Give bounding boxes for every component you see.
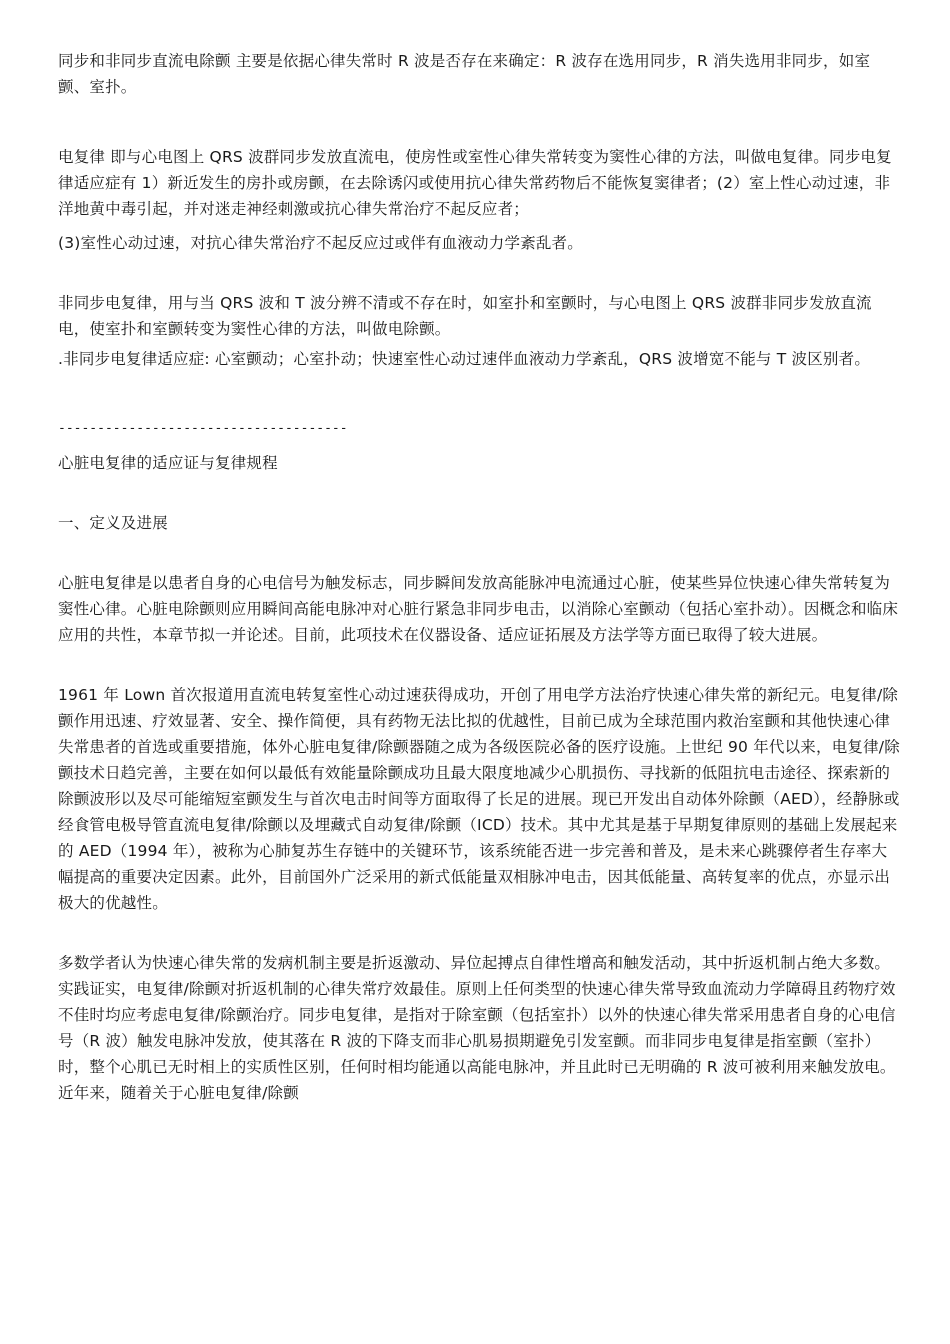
- paragraph-async-cardioversion: 非同步电复律，用与当 QRS 波和 T 波分辨不清或不存在时，如室扑和室颤时，与心电图上 QRS 波群非同步发放直流电，使室扑和室颤转变为窦性心律的方法，叫做电除颤。: [58, 294, 872, 338]
- paragraph-vt-indication: (3)室性心动过速，对抗心律失常治疗不起反应过或伴有血液动力学紊乱者。: [58, 234, 583, 252]
- section-heading-definition: 一、定义及进展: [58, 514, 168, 532]
- paragraph-sync-defib: 同步和非同步直流电除颤 主要是依据心律失常时 R 波是否存在来确定：R 波存在选用同步，R 消失选用非同步，如室颤、室扑。: [58, 52, 871, 96]
- document-page: [58, 48, 900, 1106]
- paragraph-async-indications: .非同步电复律适应症: 心室颤动；心室扑动；快速室性心动过速伴血液动力学紊乱，QRS 波增宽不能与 T 波区别者。: [58, 350, 871, 368]
- paragraph-mechanism: 多数学者认为快速心律失常的发病机制主要是折返激动、异位起搏点自律性增高和触发活动，其中折返机制占绝大多数。实践证实，电复律/除颤对折返机制的心律失常疗效最佳。原则上任何类型的快速心律失常导致血流动力学障碍且药物疗效不佳时均应考虑电复律/除颤治疗。同步电复律，是指对于除室颤（包括室扑）以外的快速心律失常采用患者自身的心电信号（R 波）触发电脉冲发放，使其落在 R 波的下降支而非心肌易损期避免引发室颤。而非同步电复律是指室颤（室扑）时，整个心肌已无时相上的实质性区别，任何时相均能通以高能电脉冲，并且此时已无明确的 R 波可被利用来触发放电。近年来，随着关于心脏电复律/除颤: [58, 954, 896, 1102]
- paragraph-definition: 心脏电复律是以患者自身的心电信号为触发标志，同步瞬间发放高能脉冲电流通过心脏，使某些异位快速心律失常转复为窦性心律。心脏电除颤则应用瞬间高能电脉冲对心脏行紧急非同步电击，以消除心室颤动（包括心室扑动）。因概念和临床应用的共性，本章节拟一并论述。目前，此项技术在仪器设备、适应证拓展及方法学等方面已取得了较大进展。: [58, 574, 899, 644]
- paragraph-history: 1961 年 Lown 首次报道用直流电转复室性心动过速获得成功，开创了用电学方法治疗快速心律失常的新纪元。电复律/除颤作用迅速、疗效显著、安全、操作简便，具有药物无法比拟的优越性，目前已成为全球范围内救治室颤和其他快速心律失常患者的首选或重要措施，体外心脏电复律/除颤器随之成为各级医院必备的医疗设施。上世纪 90 年代以来，电复律/除颤技术日趋完善，主要在如何以最低有效能量除颤成功且最大限度地减少心肌损伤、寻找新的低阻抗电击途径、探索新的除颤波形以及尽可能缩短室颤发生与首次电击时间等方面取得了长足的进展。现已开发出自动体外除颤（AED），经静脉或经食管电极导管直流电复律/除颤以及埋藏式自动复律/除颤（ICD）技术。其中尤其是基于早期复律原则的基础上发展起来的 AED（1994 年），被称为心肺复苏生存链中的关键环节，该系统能否进一步完善和普及，是未来心跳骤停者生存率大幅提高的重要决定因素。此外，目前国外广泛采用的新式低能量双相脉冲电击，因其低能量、高转复率的优点，亦显示出极大的优越性。: [58, 686, 900, 912]
- paragraph-cardioversion: 电复律 即与心电图上 QRS 波群同步发放直流电，使房性或室性心律失常转变为窦性心律的方法，叫做电复律。同步电复律适应症有 1）新近发生的房扑或房颤，在去除诱闪或使用抗心律失常药物后不能恢复窦律者；(2）室上性心动过速，非洋地黄中毒引起，并对迷走神经刺激或抗心律失常治疗不起反应者；: [58, 148, 892, 218]
- section-title: 心脏电复律的适应证与复律规程: [58, 454, 278, 472]
- divider-line: -------------------------------------: [58, 421, 348, 436]
